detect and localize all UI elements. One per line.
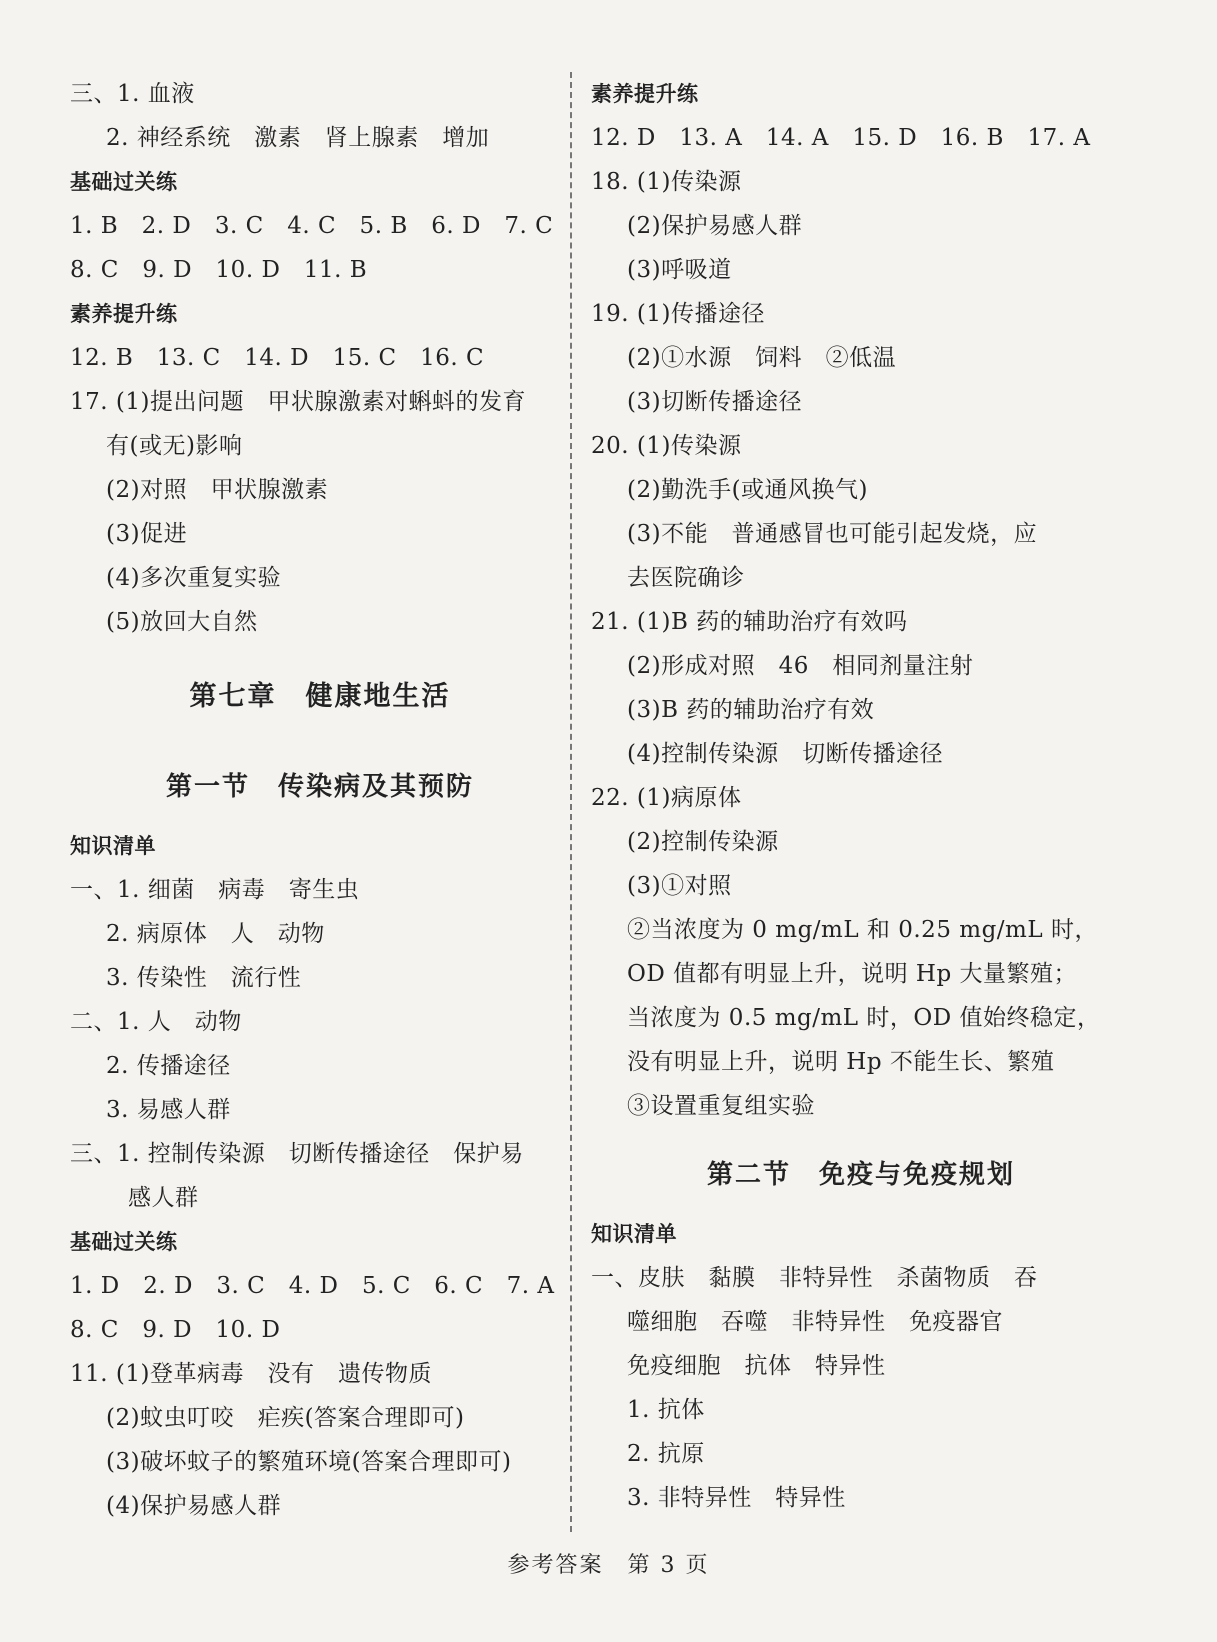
answer-line: 3. 易感人群 [106,1097,231,1123]
answer-line: 11. (1)登革病毒 没有 遗传物质 [70,1361,432,1387]
answer-line: (2)①水源 饲料 ②低温 [627,345,897,371]
column-divider [570,72,572,1532]
answer-line: (2)形成对照 46 相同剂量注射 [627,653,974,679]
answer-line: 18. (1)传染源 [591,169,742,195]
answer-line: 19. (1)传播途径 [591,301,765,327]
answer-line: 去医院确诊 [627,565,745,591]
answer-line: (3)破坏蚊子的繁殖环境(答案合理即可) [106,1449,512,1475]
answer-line: 22. (1)病原体 [591,785,742,811]
answer-line: (2)对照 甲状腺激素 [106,477,329,503]
section-heading: 素养提升练 [70,302,178,326]
answer-line: 2. 抗原 [627,1441,705,1467]
section-heading: 基础过关练 [70,170,178,194]
answer-line: 1. B 2. D 3. C 4. C 5. B 6. D 7. C [70,213,554,239]
answer-line: 3. 传染性 流行性 [106,965,302,991]
section-title: 第一节 传染病及其预防 [165,772,474,802]
section-heading: 基础过关练 [70,1230,178,1254]
answer-line: 没有明显上升，说明 Hp 不能生长、繁殖 [627,1049,1055,1075]
left-column [70,72,570,1528]
answer-line: 3. 非特异性 特异性 [627,1485,846,1511]
answer-line: 2. 病原体 人 动物 [106,921,325,947]
section-title: 第二节 免疫与免疫规划 [706,1160,1015,1190]
answer-line: 12. B 13. C 14. D 15. C 16. C [70,345,485,371]
answer-line: 三、1. 控制传染源 切断传播途径 保护易 [70,1141,524,1167]
answer-line: 噬细胞 吞噬 非特异性 免疫器官 [627,1309,1003,1335]
answer-line: 感人群 [128,1185,199,1211]
answer-line: 8. C 9. D 10. D [70,1317,281,1343]
answer-line: ②当浓度为 0 mg/mL 和 0.25 mg/mL 时， [627,917,1098,943]
answer-line: 一、1. 细菌 病毒 寄生虫 [70,877,360,903]
chapter-title: 第七章 健康地生活 [189,681,451,712]
answer-line: ③设置重复组实验 [627,1093,815,1119]
answer-line: (3)切断传播途径 [627,389,803,415]
answer-line: 免疫细胞 抗体 特异性 [627,1353,886,1379]
answer-line: (3)呼吸道 [627,257,732,283]
answer-line: 8. C 9. D 10. D 11. B [70,257,368,283]
answer-line: (3)促进 [106,521,188,547]
answer-line: (4)保护易感人群 [106,1493,282,1519]
answer-line: 二、1. 人 动物 [70,1009,242,1035]
answer-line: (3)不能 普通感冒也可能引起发烧，应 [627,521,1038,547]
answer-line: (4)多次重复实验 [106,565,282,591]
page-footer: 参考答案 第 3 页 [507,1553,710,1578]
answer-line: 1. D 2. D 3. C 4. D 5. C 6. C 7. A [70,1273,555,1299]
answer-line: (2)勤洗手(或通风换气) [627,477,869,503]
answer-line: (5)放回大自然 [106,609,258,635]
answer-line: (2)保护易感人群 [627,213,803,239]
answer-line: 1. 抗体 [627,1397,705,1423]
right-column [591,72,1131,1520]
answer-line: OD 值都有明显上升，说明 Hp 大量繁殖； [627,961,1078,987]
answer-line: 三、1. 血液 [70,81,195,107]
answer-line: 有(或无)影响 [106,433,243,459]
answer-line: (3)①对照 [627,873,732,899]
answer-line: 20. (1)传染源 [591,433,742,459]
answer-line: 2. 神经系统 激素 肾上腺素 增加 [106,125,490,151]
answer-line: 12. D 13. A 14. A 15. D 16. B 17. A [591,125,1091,151]
answer-line: (3)B 药的辅助治疗有效 [627,697,875,723]
answer-line: 21. (1)B 药的辅助治疗有效吗 [591,609,908,635]
answer-line: 一、皮肤 黏膜 非特异性 杀菌物质 吞 [591,1265,1038,1291]
section-heading: 知识清单 [591,1222,677,1246]
answer-line: (4)控制传染源 切断传播途径 [627,741,944,767]
answer-line: 当浓度为 0.5 mg/mL 时，OD 值始终稳定， [627,1005,1101,1031]
answer-line: (2)控制传染源 [627,829,779,855]
section-heading: 知识清单 [70,834,156,858]
answer-line: 2. 传播途径 [106,1053,231,1079]
answer-line: (2)蚊虫叮咬 疟疾(答案合理即可) [106,1405,465,1431]
section-heading: 素养提升练 [591,82,699,106]
answer-line: 17. (1)提出问题 甲状腺激素对蝌蚪的发育 [70,389,526,415]
